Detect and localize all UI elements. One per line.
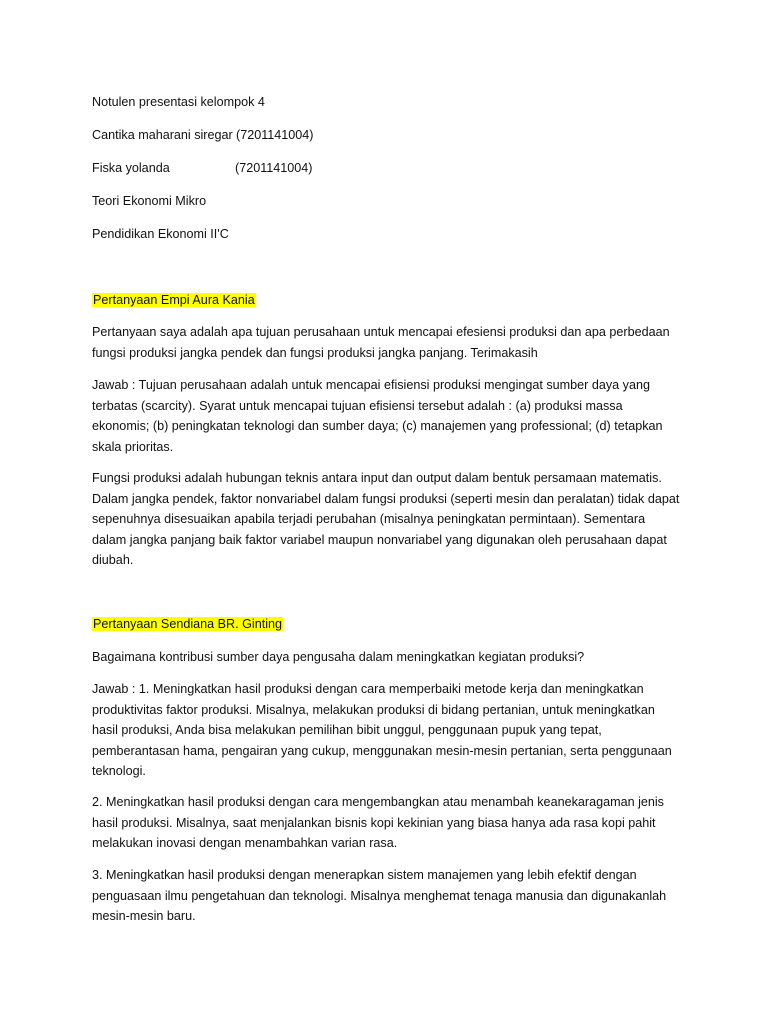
section-1-heading-text: Pertanyaan Empi Aura Kania <box>93 293 255 307</box>
member-1-nim: (7201141004) <box>236 128 314 142</box>
section-2-answer-2: 2. Meningkatkan hasil produksi dengan cara mengembangkan atau menambah keanekaragaman jenis hasil produksi. Misalnya, saat menjalankan bisnis kopi kekinian yang biasa hanya ada rasa kopi pahit melakukan inovasi dengan menambahkan varian rasa. <box>92 795 664 850</box>
member-2-name: Fiska yolanda <box>92 161 170 175</box>
section-1-answer-1: Jawab : Tujuan perusahaan adalah untuk mencapai efisiensi produksi mengingat sumber daya yang terbatas (scarcity). Syarat untuk mencapai tujuan efisiensi tersebut adalah : (a) produksi massa ekonomis; (b) peningkatan teknologi dan sumber daya; (c) manajemen yang professional; (d) tetapkan skala prioritas. <box>92 378 663 454</box>
section-1-answer-2: Fungsi produksi adalah hubungan teknis antara input dan output dalam bentuk persamaan matematis. Dalam jangka pendek, faktor nonvariabel dalam fungsi produksi (seperti mesin dan peralatan) tidak dapat sepenuhnya disesuaikan apabila terjadi perubahan (misalnya peningkatan permintaan). Sementara dalam jangka panjang baik faktor variabel maupun nonvariabel yang digunakan oleh perusahaan dapat diubah. <box>92 471 680 567</box>
section-2-heading <box>92 614 283 635</box>
course-name: Teori Ekonomi Mikro <box>92 194 207 208</box>
section-2-answer-1: Jawab : 1. Meningkatkan hasil produksi dengan cara memperbaiki metode kerja dan meningkatkan produktivitas faktor produksi. Misalnya, melakukan produksi di bidang pertanian, untuk meningkatkan hasil produksi, Anda bisa melakukan pemilihan bibit unggul, penggunaan pupuk yang tepat, pemberantasan hama, pengairan yang cukup, menggunakan mesin-mesin pertanian, serta penggunaan teknologi. <box>92 682 672 778</box>
member-1-name: Cantika maharani siregar <box>92 128 233 142</box>
section-2-heading-text: Pertanyaan Sendiana BR. Ginting <box>93 617 283 631</box>
section-2-question: Bagaimana kontribusi sumber daya pengusaha dalam meningkatkan kegiatan produksi? <box>92 650 585 664</box>
section-1-question: Pertanyaan saya adalah apa tujuan perusahaan untuk mencapai efesiensi produksi dan apa perbedaan fungsi produksi jangka pendek dan fungsi produksi jangka panjang. Terimakasih <box>92 325 670 360</box>
section-1-heading <box>92 290 256 311</box>
class-name: Pendidikan Ekonomi II'C <box>92 227 229 241</box>
member-2-nim: (7201141004) <box>235 161 313 175</box>
document-title: Notulen presentasi kelompok 4 <box>92 95 265 109</box>
member-2 <box>92 158 692 179</box>
section-2-answer-3: 3. Meningkatkan hasil produksi dengan menerapkan sistem manajemen yang lebih efektif dengan penguasaan ilmu pengetahuan dan teknologi. Misalnya menghemat tenaga manusia dan digunakanlah mesin-mesin baru. <box>92 868 667 923</box>
member-1 <box>92 125 692 146</box>
